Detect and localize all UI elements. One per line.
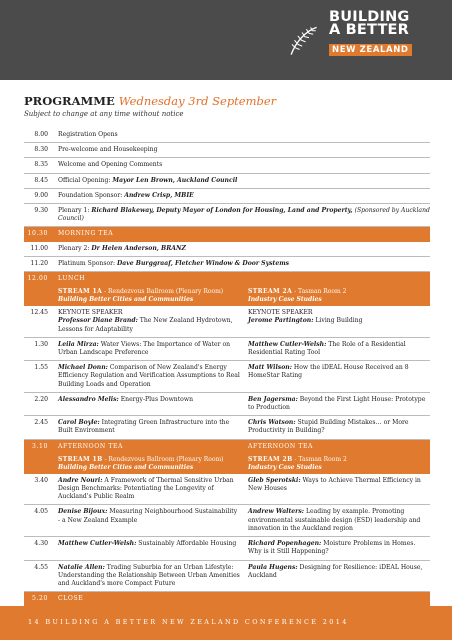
break-row: 3.10 AFTERNOON TEA AFTERNOON TEA xyxy=(24,440,430,454)
footer-text: 14 BUILDING A BETTER NEW ZEALAND CONFERENCE 2014 xyxy=(28,618,349,626)
header-banner xyxy=(0,0,452,80)
break-row: 12.00 LUNCH xyxy=(24,272,430,286)
break-row: 5.20 CLOSE xyxy=(24,592,430,606)
session-row: 4.05 Denise Bijoux: Measuring Neighbourhood Sustainability - a New Zealand Example Andrew Walters: Leading by example. Promoting environmental sustainable design (ESD) leadership and innovation in the Auckland region xyxy=(24,505,430,537)
schedule-row: 11.00 Plenary 2: Dr Helen Anderson, BRANZ xyxy=(24,242,430,257)
schedule-row: 8.30 Pre-welcome and Housekeeping xyxy=(24,143,430,158)
session-row: 2.20 Alessandro Melis: Energy-Plus Downtown Ben Jagersma: Beyond the First Light House: Prototype to Production xyxy=(24,393,430,416)
logo-line-2: A BETTER xyxy=(329,22,410,38)
schedule-row: 9.30 Plenary 1: Richard Blakeway, Deputy Mayor of London for Housing, Land and Property, (Sponsored by Auckland Council) xyxy=(24,204,430,227)
session-row: 12.45 KEYNOTE SPEAKER Professor Diane Brand: The New Zealand Hydrotown, Lessons for Adaptability KEYNOTE SPEAKER Jerome Partington: Living Building xyxy=(24,306,430,338)
schedule-row: 11.20 Platinum Sponsor: Dave Burggraaf, Fletcher Window & Door Systems xyxy=(24,257,430,272)
fern-icon xyxy=(286,24,320,58)
session-row: 2.45 Carol Boyle: Integrating Green Infrastructure into the Built Environment Chris Watson: Stupid Building Mistakes… or More Productivity in Building? xyxy=(24,416,430,439)
session-row: 1.30 Leila Mirza: Water Views: The Importance of Water on Urban Landscape Preference Matthew Cutler-Welsh: The Role of a Residential Residential Rating Tool xyxy=(24,338,430,361)
page-title xyxy=(24,94,276,108)
stream-header: STREAM 1A - Rendezvous Ballroom (Plenary Room) Building Better Cities and Communities STREAM 2A - Tasman Room 2 Industry Case Studies xyxy=(24,286,430,306)
session-row: 3.40 Andre Nouri: A Framework of Thermal Sensitive Urban Design Benchmarks: Potentiating the Longevity of Auckland's Public Realm Gleb Sperotski: Ways to Achieve Thermal Efficiency in New Houses xyxy=(24,474,430,506)
programme-label: PROGRAMME xyxy=(24,94,115,108)
brand-logo xyxy=(329,11,439,56)
programme-note: Subject to change at any time without notice xyxy=(24,110,184,118)
schedule-row: 8.35 Welcome and Opening Comments xyxy=(24,158,430,173)
schedule-table xyxy=(24,128,430,622)
schedule-row: 8.45 Official Opening: Mayor Len Brown, Auckland Council xyxy=(24,174,430,189)
session-row: 4.30 Matthew Cutler-Welsh: Sustainably Affordable Housing Richard Popenhagen: Moisture Problems in Homes. Why is it Still Happening? xyxy=(24,537,430,560)
logo-line-1: BUILDING xyxy=(329,9,410,25)
stream-header: STREAM 1B - Rendezvous Ballroom (Plenary Room) Building Better Cities and Communities STREAM 2B - Tasman Room 2 Industry Case Studies xyxy=(24,454,430,474)
schedule-row: 8.00 Registration Opens xyxy=(24,128,430,143)
footer-bar xyxy=(0,606,452,640)
break-row: 10.30 MORNING TEA xyxy=(24,227,430,241)
session-row: 1.55 Michael Donn: Comparison of New Zealand's Energy Efficiency Regulation and Verification Assumptions to Real Building Loads and Operation Matt Wilson: How the iDEAL House Received an 8 HomeStar Rating xyxy=(24,361,430,393)
schedule-row: 9.00 Foundation Sponsor: Andrew Crisp, MBIE xyxy=(24,189,430,204)
logo-line-3: NEW ZEALAND xyxy=(329,44,412,56)
programme-date: Wednesday 3rd September xyxy=(118,94,277,108)
session-row: 4.55 Natalie Allen: Trading Suburbia for an Urban Lifestyle: Understanding the Relationship Between Urban Amenities and Auckland's more Compact Future Paula Hugens: Designing for Resilience: iDEAL House, Auckland xyxy=(24,561,430,593)
